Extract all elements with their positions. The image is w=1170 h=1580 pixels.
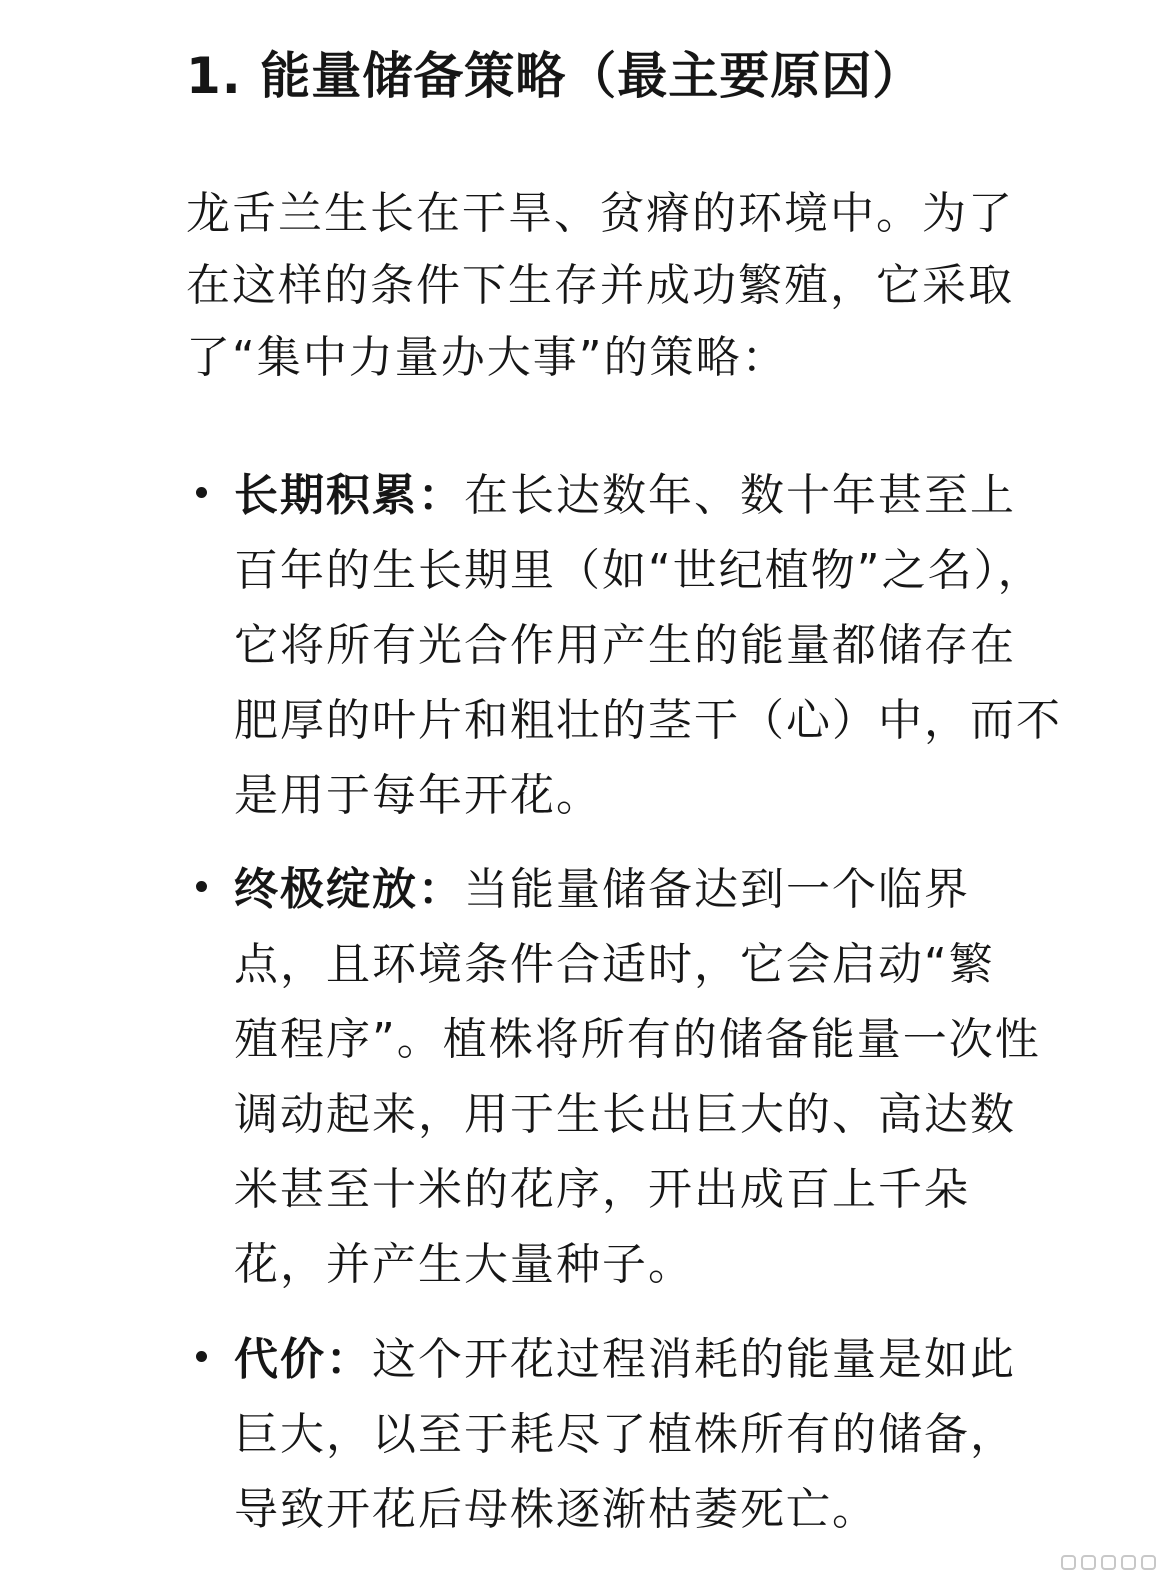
intro-line: 在这样的条件下生存并成功繁殖，它采取	[186, 260, 1014, 311]
bullet-line: 点，且环境条件合适时，它会启动“繁	[234, 939, 995, 990]
bullet-line: 它将所有光合作用产生的能量都储存在	[234, 620, 1016, 671]
bullet-dot-icon	[196, 487, 207, 498]
watermark	[1061, 1555, 1156, 1570]
bullet-line: 这个开花过程消耗的能量是如此	[372, 1334, 1016, 1385]
bullet-line: 肥厚的叶片和粗壮的茎干（心）中，而不	[234, 695, 1062, 746]
bullet-line: 巨大，以至于耗尽了植株所有的储备，	[234, 1409, 1016, 1460]
bullet-line: 百年的生长期里（如“世纪植物”之名），	[234, 545, 1044, 596]
section-heading: 1. 能量储备策略（最主要原因）	[186, 47, 924, 105]
bullet-line: 在长达数年、数十年甚至上	[464, 470, 1016, 521]
bullet-text	[234, 852, 1124, 1302]
intro-line: 龙舌兰生长在干旱、贫瘠的环境中。为了	[186, 188, 1014, 239]
bullet-line: 殖程序”。植株将所有的储备能量一次性	[234, 1014, 1041, 1065]
bullet-line: 是用于每年开花。	[234, 770, 602, 821]
bullet-text	[234, 458, 1124, 833]
bullet-first-line	[234, 852, 1124, 927]
intro-paragraph	[186, 178, 1106, 394]
bullet-dot-icon	[196, 1351, 207, 1362]
watermark-square-icon	[1101, 1555, 1116, 1570]
bullet-title: 代价：	[234, 1334, 372, 1385]
bullet-line: 米甚至十米的花序，开出成百上千朵	[234, 1164, 970, 1215]
watermark-square-icon	[1141, 1555, 1156, 1570]
intro-line: 了“集中力量办大事”的策略：	[186, 332, 788, 383]
watermark-square-icon	[1061, 1555, 1076, 1570]
bullet-title: 长期积累：	[234, 470, 464, 521]
bullet-dot-icon	[196, 881, 207, 892]
watermark-square-icon	[1121, 1555, 1136, 1570]
watermark-square-icon	[1081, 1555, 1096, 1570]
bullet-first-line	[234, 1322, 1124, 1397]
bullet-line: 导致开花后母株逐渐枯萎死亡。	[234, 1484, 878, 1535]
bullet-line: 当能量储备达到一个临界	[464, 864, 970, 915]
bullet-first-line	[234, 458, 1124, 533]
bullet-text	[234, 1322, 1124, 1547]
bullet-title: 终极绽放：	[234, 864, 464, 915]
bullet-line: 花，并产生大量种子。	[234, 1239, 694, 1290]
bullet-line: 调动起来，用于生长出巨大的、高达数	[234, 1089, 1016, 1140]
